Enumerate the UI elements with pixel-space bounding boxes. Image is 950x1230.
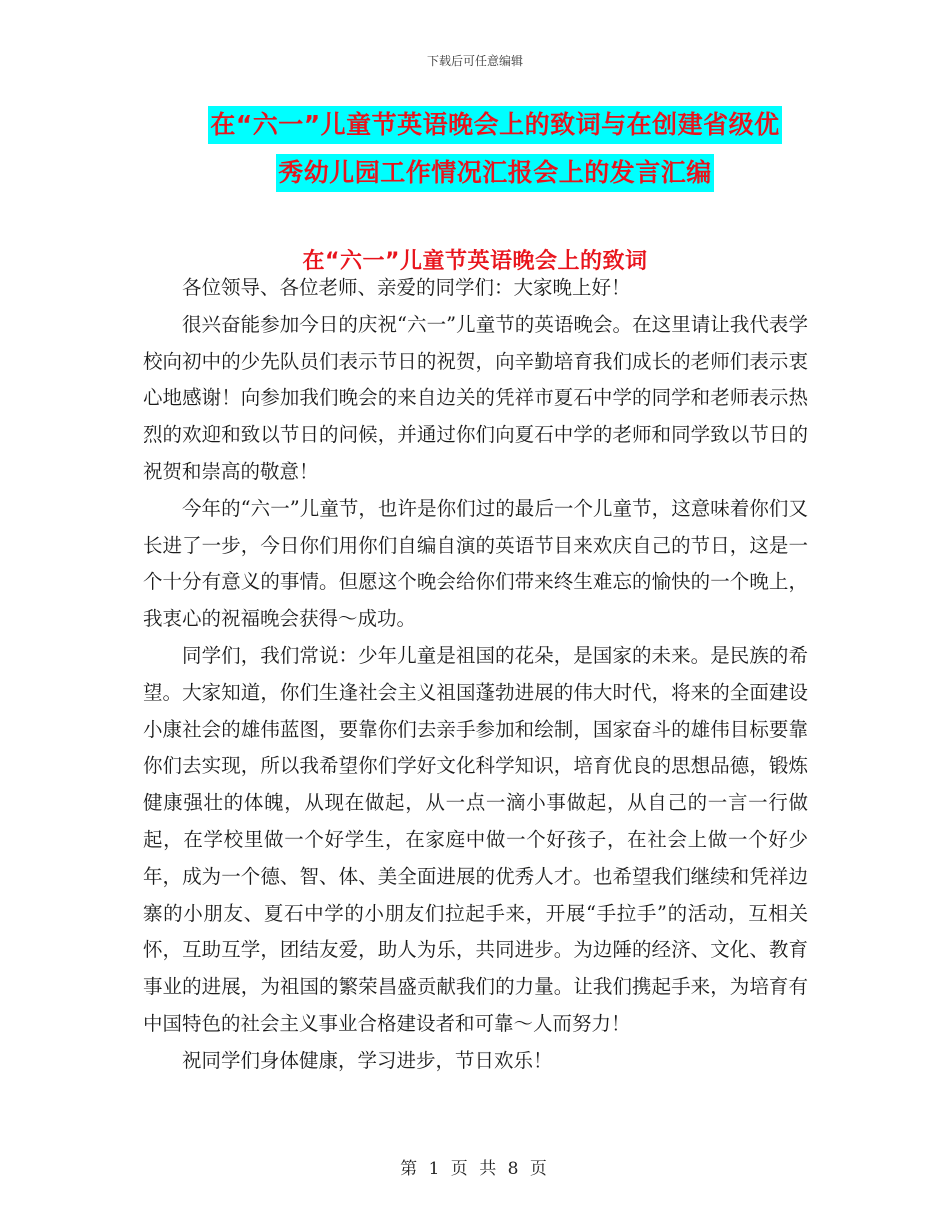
page-header-note: 下载后可任意编辑 (426, 54, 523, 68)
document-title-line-1: 在“六一”儿童节英语晚会上的致词与在创建省级优 (208, 106, 781, 144)
paragraph: 今年的“六一”儿童节，也许是你们过的最后一个儿童节，这意味着你们又长进了一步，今日你们用你们自编自演的英语节目来欢庆自己的节日，这是一个十分有意义的事情。但愿这个晚会给你们带来终生难忘的愉快的一个晚上，我衷心的祝福晚会获得～成功。 (143, 496, 808, 631)
paragraph: 很兴奋能参加今日的庆祝“六一”儿童节的英语晚会。在这里请让我代表学校向初中的少先队员们表示节日的祝贺，向辛勤培育我们成长的老师们表示衷心地感谢！向参加我们晚会的来自边关的凭祥市夏石中学的同学和老师表示热烈的欢迎和致以节日的问候，并通过你们向夏石中学的老师和同学致以节日的祝贺和崇高的敬意！ (143, 312, 808, 483)
speech-body (143, 270, 808, 1080)
paragraph: 同学们，我们常说：少年儿童是祖国的花朵，是国家的未来。是民族的希望。大家知道，你们生逢社会主义祖国蓬勃进展的伟大时代，将来的全面建设小康社会的雄伟蓝图，要靠你们去亲手参加和绘制，国家奋斗的雄伟目标要靠你们去实现，所以我希望你们学好文化科学知识，培育优良的思想品德，锻炼健康强壮的体魄，从现在做起，从一点一滴小事做起，从自己的一言一行做起，在学校里做一个好学生，在家庭中做一个好孩子，在社会上做一个好少年，成为一个德、智、体、美全面进展的优秀人才。也希望我们继续和凭祥边寨的小朋友、夏石中学的小朋友们拉起手来，开展“手拉手”的活动，互相关怀，互助互学，团结友爱，助人为乐，共同进步。为边陲的经济、文化、教育事业的进展，为祖国的繁荣昌盛贡献我们的力量。让我们携起手来，为培育有中国特色的社会主义事业合格建设者和可靠～人而努力！ (143, 643, 808, 1035)
page-number: 第 1 页 共 8 页 (400, 1159, 550, 1179)
section-heading: 在“六一”儿童节英语晚会上的致词 (302, 249, 648, 274)
document-title (150, 106, 840, 202)
paragraph-greeting: 各位领导、各位老师、亲爱的同学们：大家晚上好！ (182, 276, 631, 299)
paragraph-closing: 祝同学们身体健康，学习进步，节日欢乐！ (182, 1048, 553, 1072)
document-title-line-2: 秀幼儿园工作情况汇报会上的发言汇编 (276, 154, 714, 192)
